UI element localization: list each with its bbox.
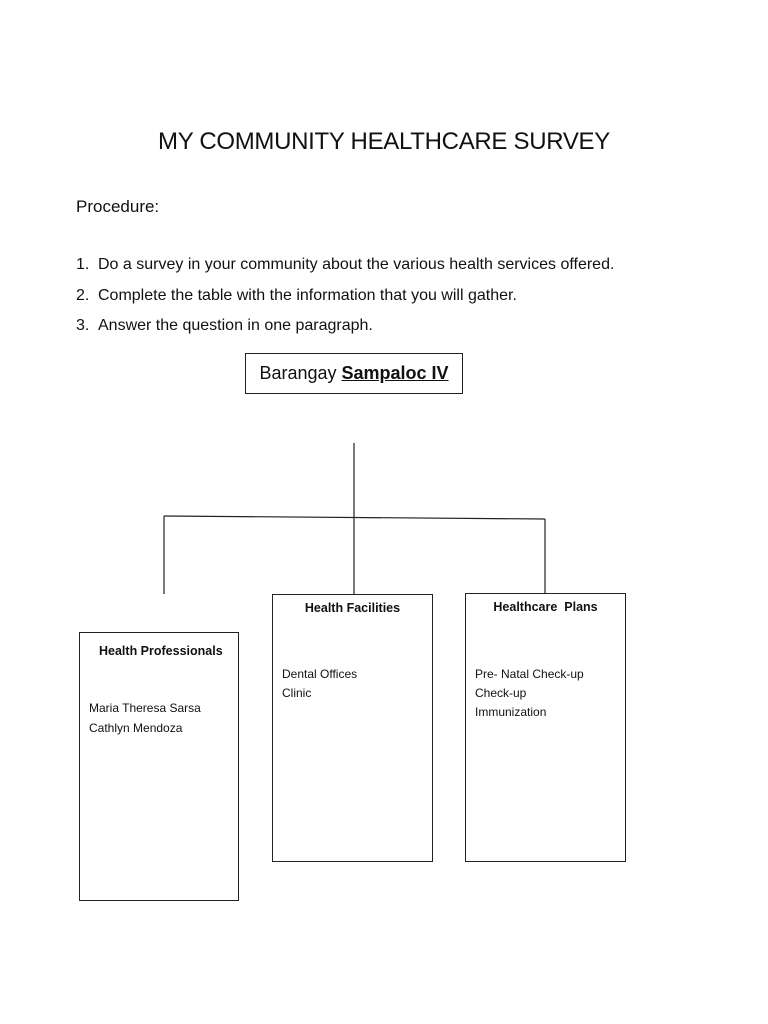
list-item: Dental Offices: [282, 667, 358, 681]
list-item: Immunization: [475, 705, 547, 719]
step-number: 3.: [76, 317, 90, 334]
step-item: [76, 316, 614, 347]
card-item-list: [89, 698, 201, 738]
card-item-list: [282, 665, 357, 703]
step-text: Complete the table with the information that you will gather.: [98, 286, 517, 304]
step-item: [76, 255, 614, 286]
step-number: 2.: [76, 286, 90, 304]
card-title: Health Professionals: [99, 644, 223, 658]
health-professionals-card: [79, 632, 239, 901]
procedure-steps: [76, 255, 614, 347]
barangay-prefix: Barangay: [259, 363, 337, 383]
connector-crossbar: [164, 516, 545, 519]
procedure-label: Procedure:: [76, 197, 160, 216]
health-facilities-card: [272, 594, 433, 862]
list-item: Check-up: [475, 686, 527, 700]
barangay-name: Sampaloc IV: [341, 363, 449, 383]
step-text: Do a survey in your community about the various health services offered.: [98, 256, 615, 273]
card-item-list: [475, 665, 584, 722]
step-item: [76, 286, 614, 317]
step-text: Answer the question in one paragraph.: [98, 317, 373, 334]
list-item: Maria Theresa Sarsa: [89, 701, 201, 715]
card-title: Health Facilities: [304, 601, 401, 615]
card-title: Healthcare Plans: [493, 600, 598, 614]
list-item: Clinic: [282, 686, 312, 700]
list-item: Cathlyn Mendoza: [89, 721, 183, 735]
list-item: Pre- Natal Check-up: [475, 667, 584, 681]
barangay-box: [245, 353, 463, 394]
step-number: 1.: [76, 256, 90, 273]
healthcare-plans-card: [465, 593, 626, 862]
page-title: MY COMMUNITY HEALTHCARE SURVEY: [158, 128, 610, 155]
